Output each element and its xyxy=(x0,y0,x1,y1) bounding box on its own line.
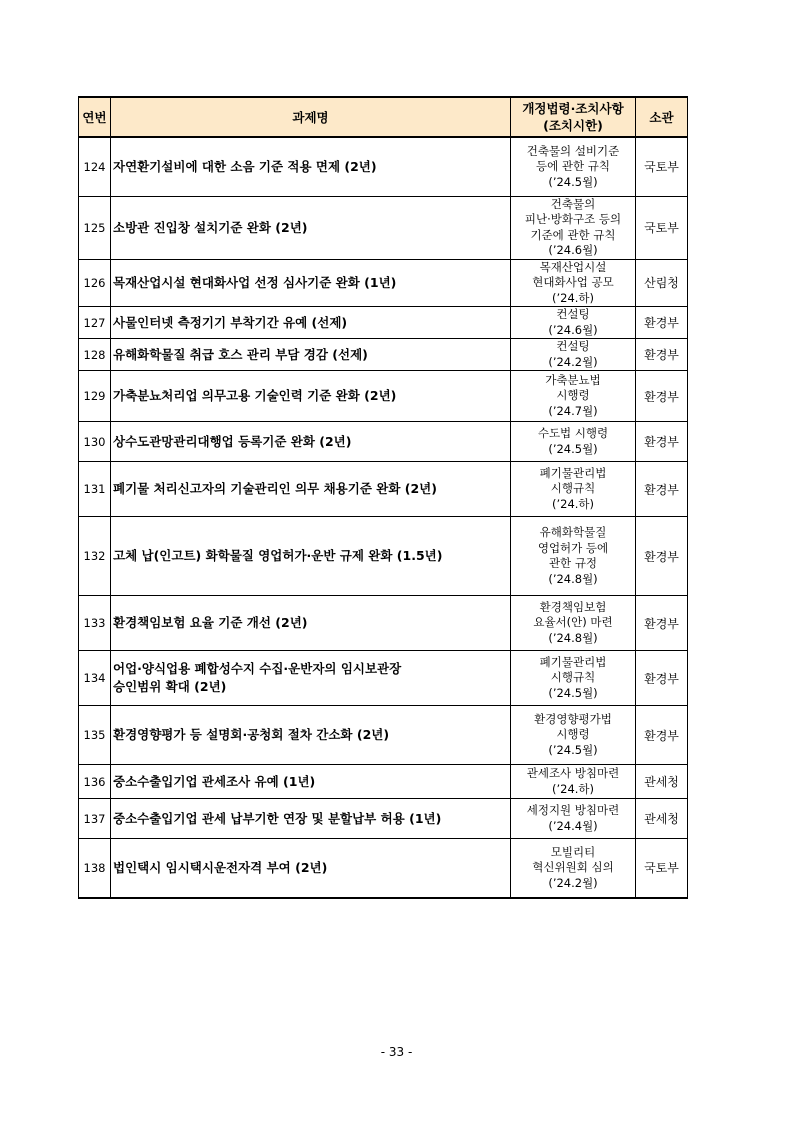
ministry: 국토부 xyxy=(636,196,688,259)
table-row xyxy=(79,259,688,307)
table-row xyxy=(79,839,688,898)
law-action-line: 세정지원 방침마련 xyxy=(526,803,620,817)
row-number: 133 xyxy=(79,596,111,651)
task-name xyxy=(111,651,511,706)
row-number: 135 xyxy=(79,706,111,765)
law-action-line: 건축물의 설비기준 xyxy=(526,143,620,158)
law-action-line: (’24.5월) xyxy=(548,441,598,456)
ministry: 환경부 xyxy=(636,339,688,371)
law-action-line: 요율서(안) 마련 xyxy=(533,615,613,630)
law-action xyxy=(511,517,636,596)
table-row xyxy=(79,339,688,371)
law-action xyxy=(511,307,636,339)
ministry: 국토부 xyxy=(636,137,688,196)
header-row xyxy=(79,97,688,137)
table-row xyxy=(79,307,688,339)
table-row xyxy=(79,799,688,839)
ministry: 관세청 xyxy=(636,799,688,839)
law-action-line: 목재산업시설 xyxy=(539,259,607,274)
task-name-line: 환경영향평가 등 설명회·공청회 절차 간소화 (2년) xyxy=(113,727,390,742)
task-name xyxy=(111,422,511,462)
ministry: 환경부 xyxy=(636,517,688,596)
law-action-line: 폐기물관리법 xyxy=(539,465,607,480)
law-action-line: 관세조사 방침마련 xyxy=(526,766,620,780)
table-row xyxy=(79,765,688,799)
law-action xyxy=(511,765,636,799)
task-name-line: 상수도관망관리대행업 등록기준 완화 (2년) xyxy=(113,433,352,449)
task-name-line: 자연환기설비에 대한 소음 기준 적용 면제 (2년) xyxy=(113,158,377,174)
task-name-line: 소방관 진입창 설치기준 완화 (2년) xyxy=(113,219,308,235)
task-name-line: 목재산업시설 현대화사업 선정 심사기준 완화 (1년) xyxy=(113,274,397,290)
law-action-line: 피난·방화구조 등의 xyxy=(524,212,622,226)
task-name-line: 승인범위 확대 (2년) xyxy=(113,679,227,694)
law-action-line: (’24.5월) xyxy=(548,174,598,189)
law-action-line: (’24.하) xyxy=(551,290,595,305)
task-name-line: 폐기물 처리신고자의 기술관리인 의무 채용기준 완화 (2년) xyxy=(113,481,437,496)
row-number: 127 xyxy=(79,307,111,339)
task-name xyxy=(111,596,511,651)
law-action xyxy=(511,706,636,765)
law-action-line: (’24.2월) xyxy=(548,354,598,369)
table-row xyxy=(79,706,688,765)
header-law xyxy=(511,97,636,137)
ministry: 환경부 xyxy=(636,462,688,517)
law-action-line: (’24.5월) xyxy=(548,742,598,757)
law-action-line: 가축분뇨법 xyxy=(545,372,601,387)
law-action-line: (’24.하) xyxy=(551,781,595,796)
task-name xyxy=(111,371,511,422)
row-number: 132 xyxy=(79,517,111,596)
task-name xyxy=(111,706,511,765)
task-name xyxy=(111,196,511,259)
row-number: 126 xyxy=(79,259,111,307)
law-action-line: 환경영향평가법 xyxy=(534,711,612,726)
law-action xyxy=(511,137,636,196)
law-action-line: 유해화학물질 xyxy=(539,525,607,539)
ministry: 환경부 xyxy=(636,651,688,706)
law-action xyxy=(511,196,636,259)
task-name-line: 중소수출입기업 관세조사 유예 (1년) xyxy=(113,773,316,789)
table-row xyxy=(79,371,688,422)
law-action-line: 시행령 xyxy=(556,727,590,742)
task-name xyxy=(111,517,511,596)
law-action-line: (’24.5월) xyxy=(548,685,598,700)
task-name xyxy=(111,765,511,799)
task-name-line: 가축분뇨처리업 의무고용 기술인력 기준 완화 (2년) xyxy=(113,388,397,403)
table-row xyxy=(79,462,688,517)
task-name xyxy=(111,339,511,371)
law-action-line: (’24.8월) xyxy=(548,630,598,645)
row-number: 131 xyxy=(79,462,111,517)
law-action-line: (’24.2월) xyxy=(548,875,598,890)
row-number: 129 xyxy=(79,371,111,422)
law-action-line: 현대화사업 공모 xyxy=(532,275,614,289)
task-name xyxy=(111,137,511,196)
law-action-line: 모빌리티 xyxy=(550,844,596,859)
law-action-line: 폐기물관리법 xyxy=(539,654,607,669)
header-law-line: (조치시한) xyxy=(543,118,603,133)
task-name-line: 유해화학물질 취급 호스 관리 부담 경감 (선제) xyxy=(113,346,368,362)
table-row xyxy=(79,596,688,651)
table-row xyxy=(79,422,688,462)
table-row xyxy=(79,137,688,196)
task-name xyxy=(111,799,511,839)
law-action-line: (’24.8월) xyxy=(548,571,598,586)
law-action xyxy=(511,422,636,462)
table-row xyxy=(79,517,688,596)
ministry: 관세청 xyxy=(636,765,688,799)
law-action-line: 시행규칙 xyxy=(550,670,596,685)
law-action-line: (’24.6월) xyxy=(548,322,598,337)
table-row xyxy=(79,651,688,706)
task-name xyxy=(111,462,511,517)
task-name-line: 중소수출입기업 관세 납부기한 연장 및 분할납부 허용 (1년) xyxy=(113,810,442,826)
law-action-line: 혁신위원회 심의 xyxy=(532,860,614,874)
law-action xyxy=(511,596,636,651)
law-action xyxy=(511,799,636,839)
law-action-line: (’24.4월) xyxy=(548,818,598,833)
law-action xyxy=(511,259,636,307)
header-ministry: 소관 xyxy=(636,97,688,137)
row-number: 125 xyxy=(79,196,111,259)
law-action-line: (’24.6월) xyxy=(548,243,598,257)
task-name xyxy=(111,839,511,898)
row-number: 124 xyxy=(79,137,111,196)
row-number: 136 xyxy=(79,765,111,799)
header-no: 연번 xyxy=(79,97,111,137)
header-task: 과제명 xyxy=(111,97,511,137)
ministry: 환경부 xyxy=(636,596,688,651)
task-name-line: 어업·양식업용 폐합성수지 수집·운반자의 임시보관장 xyxy=(113,661,402,676)
table-row xyxy=(79,196,688,259)
task-name xyxy=(111,307,511,339)
task-name-line: 사물인터넷 측정기기 부착기간 유예 (선제) xyxy=(113,314,348,330)
regulation-table xyxy=(78,96,688,899)
law-action-line: 컨설팅 xyxy=(556,339,590,353)
law-action-line: 시행령 xyxy=(556,388,590,403)
law-action-line: 등에 관한 규칙 xyxy=(536,159,610,173)
law-action-line: 기준에 관한 규칙 xyxy=(530,227,616,242)
ministry: 환경부 xyxy=(636,706,688,765)
task-name-line: 법인택시 임시택시운전자격 부여 (2년) xyxy=(113,859,328,875)
task-name xyxy=(111,259,511,307)
law-action xyxy=(511,462,636,517)
ministry: 환경부 xyxy=(636,307,688,339)
law-action-line: 영업허가 등에 xyxy=(537,540,609,555)
row-number: 134 xyxy=(79,651,111,706)
law-action-line: 수도법 시행령 xyxy=(537,426,609,440)
law-action-line: (’24.7월) xyxy=(548,403,598,418)
law-action xyxy=(511,371,636,422)
law-action-line: 컨설팅 xyxy=(556,307,590,321)
task-name-line: 고체 납(인고트) 화학물질 영업허가·운반 규제 완화 (1.5년) xyxy=(113,548,443,563)
law-action-line: 시행규칙 xyxy=(550,481,596,496)
page-number: - 33 - xyxy=(380,1045,413,1059)
law-action xyxy=(511,339,636,371)
law-action xyxy=(511,839,636,898)
law-action-line: (’24.하) xyxy=(551,496,595,511)
law-action-line: 건축물의 xyxy=(550,196,596,211)
task-name-line: 환경책임보험 요율 기준 개선 (2년) xyxy=(113,615,308,630)
ministry: 환경부 xyxy=(636,422,688,462)
row-number: 137 xyxy=(79,799,111,839)
ministry: 산림청 xyxy=(636,259,688,307)
law-action xyxy=(511,651,636,706)
law-action-line: 관한 규정 xyxy=(548,556,598,570)
row-number: 138 xyxy=(79,839,111,898)
row-number: 128 xyxy=(79,339,111,371)
row-number: 130 xyxy=(79,422,111,462)
header-law-line: 개정법령·조치사항 xyxy=(522,101,624,116)
ministry: 국토부 xyxy=(636,839,688,898)
ministry: 환경부 xyxy=(636,371,688,422)
law-action-line: 환경책임보험 xyxy=(539,599,607,614)
